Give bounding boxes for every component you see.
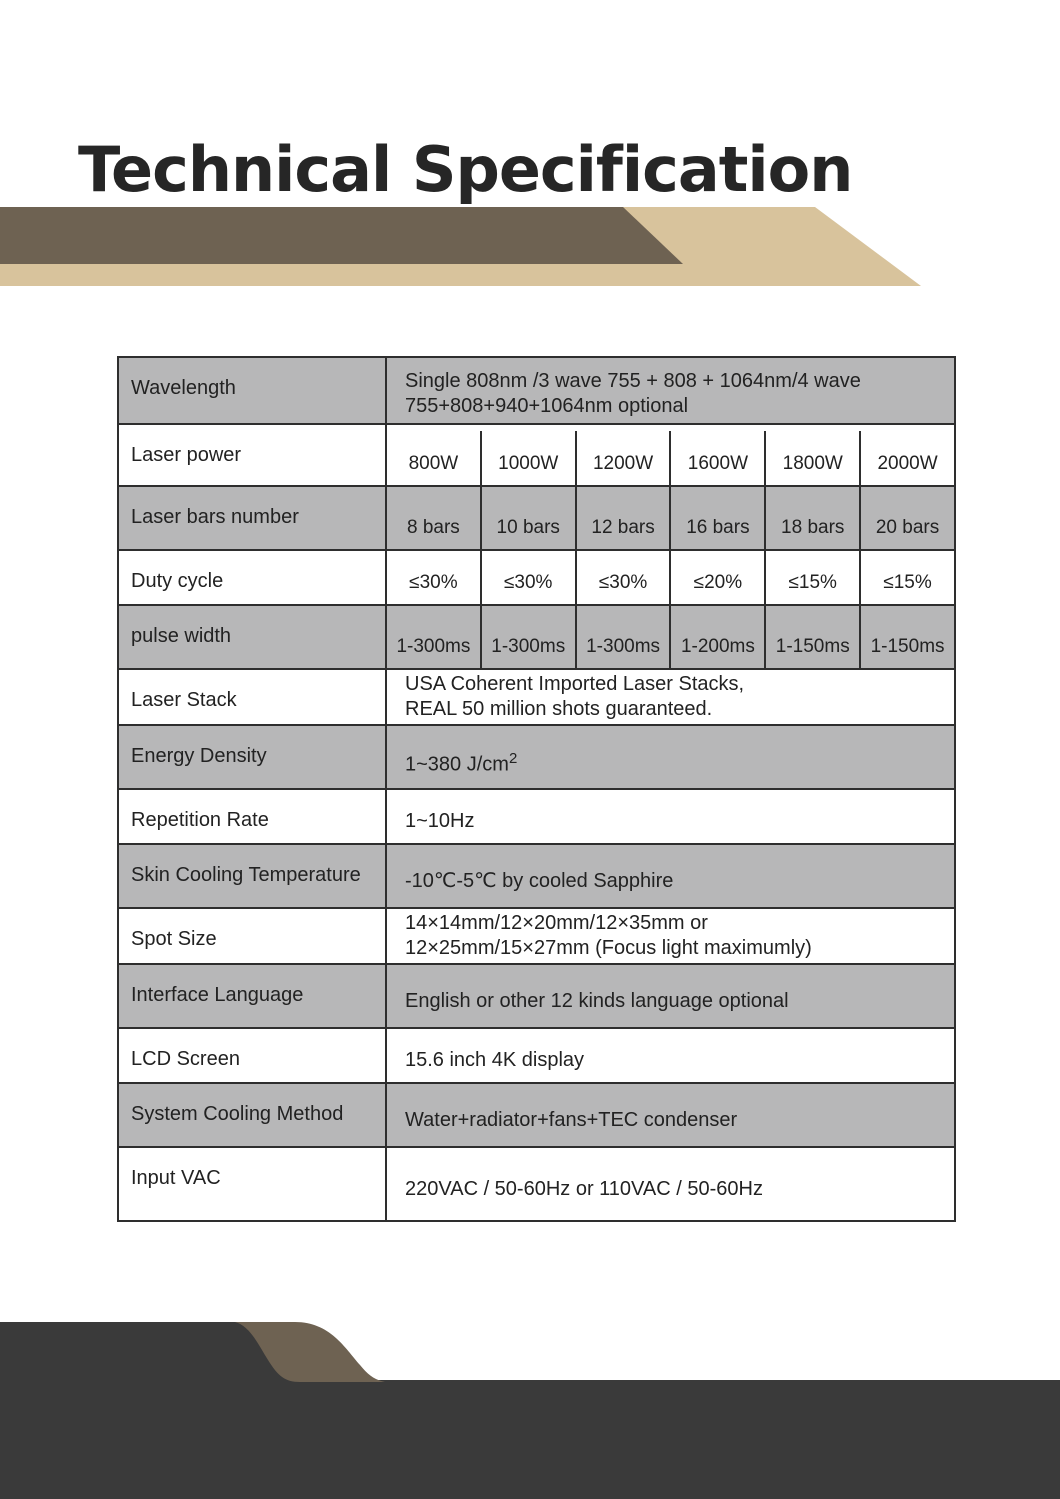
spec-label: Input VAC [118,1147,386,1221]
spec-value-line: 12×25mm/15×27mm (Focus light maximumly) [405,937,812,959]
spec-sub-value: 1200W [575,431,670,485]
spec-sub-value: ≤15% [764,551,859,604]
spec-sub-value: 1-150ms [764,606,859,668]
spec-value [386,669,955,725]
spec-value [386,1083,955,1147]
spec-row-wavelength [118,357,955,424]
spec-row-input-vac [118,1147,955,1221]
spec-value [386,789,955,844]
spec-sub-value: 20 bars [859,487,954,549]
spec-value [386,908,955,964]
spec-sub-value: ≤15% [859,551,954,604]
spec-row-laser-bars [118,486,955,550]
spec-sub-value: 1-300ms [396,636,471,657]
spec-sub-value: 1000W [480,431,575,485]
spec-label: LCD Screen [118,1028,386,1083]
spec-sub-value: 12 bars [575,487,670,549]
spec-sub-value: 10 bars [480,487,575,549]
spec-sub-value: ≤20% [669,551,764,604]
spec-sub-value: 8 bars [407,517,460,538]
spec-row-laser-stack [118,669,955,725]
spec-sub-value: 18 bars [764,487,859,549]
spec-label: Laser Stack [118,669,386,725]
footer-base [0,1380,1060,1499]
spec-value-line: 755+808+940+1064nm optional [405,394,689,417]
spec-label: Repetition Rate [118,789,386,844]
footer-decoration [0,1300,1060,1499]
spec-value-grid [386,486,955,550]
spec-sub-value: 16 bars [669,487,764,549]
spec-sub-value: ≤30% [409,572,458,593]
spec-row-interface-language [118,964,955,1028]
spec-label: System Cooling Method [118,1083,386,1147]
header-dark-band [0,207,683,264]
spec-value-text: Water+radiator+fans+TEC condenser [405,1108,738,1131]
spec-value-text: 220VAC / 50-60Hz or 110VAC / 50-60Hz [405,1177,763,1200]
spec-value-line: 14×14mm/12×20mm/12×35mm or [405,912,708,934]
spec-value-line: REAL 50 million shots guaranteed. [405,698,713,720]
spec-row-skin-cooling [118,844,955,908]
spec-value-line: USA Coherent Imported Laser Stacks, [405,673,745,695]
spec-value [386,1147,955,1221]
spec-value-text: English or other 12 kinds language optional [405,989,789,1012]
spec-row-pulse-width [118,605,955,669]
spec-sub-value: 1-300ms [480,606,575,668]
spec-value [386,1028,955,1083]
spec-row-system-cooling [118,1083,955,1147]
spec-value-text: 15.6 inch 4K display [405,1049,585,1071]
spec-value-grid [386,550,955,605]
spec-sub-value: ≤30% [575,551,670,604]
spec-value-grid [386,424,955,486]
spec-value [386,844,955,908]
spec-label: Interface Language [118,964,386,1028]
spec-value-text: 1~10Hz [405,810,475,832]
energy-density-value: 1~380 J/cm [405,753,509,776]
spec-sub-value: ≤30% [480,551,575,604]
spec-label: Wavelength [118,357,386,424]
spec-row-spot-size [118,908,955,964]
spec-sub-value: 1600W [669,431,764,485]
spec-value-grid [386,605,955,669]
spec-label: Energy Density [118,725,386,789]
spec-table [117,356,956,1222]
spec-value [386,964,955,1028]
spec-label: pulse width [118,605,386,669]
spec-label: Laser bars number [118,486,386,550]
spec-sub-value: 2000W [859,431,954,485]
spec-row-duty-cycle [118,550,955,605]
spec-label: Spot Size [118,908,386,964]
spec-sub-value: 1-300ms [575,606,670,668]
spec-label: Skin Cooling Temperature [118,844,386,908]
spec-sub-value: 1-150ms [859,606,954,668]
spec-value [386,725,955,789]
spec-row-laser-power [118,424,955,486]
energy-density-superscript: 2 [508,750,518,768]
spec-label: Duty cycle [118,550,386,605]
header-decoration [0,0,1060,300]
spec-row-repetition-rate [118,789,955,844]
page-title: Technical Specification [78,133,853,206]
spec-sub-value: 1-200ms [669,606,764,668]
spec-value [386,357,955,424]
spec-value-line: Single 808nm /3 wave 755 + 808 + 1064nm/4 wave [405,369,861,392]
spec-sub-value: 800W [408,453,459,474]
spec-row-energy-density [118,725,955,789]
spec-label: Laser power [118,424,386,486]
spec-sub-value: 1800W [764,431,859,485]
spec-value-text: -10℃-5℃ by cooled Sapphire [405,869,674,892]
spec-row-lcd-screen [118,1028,955,1083]
